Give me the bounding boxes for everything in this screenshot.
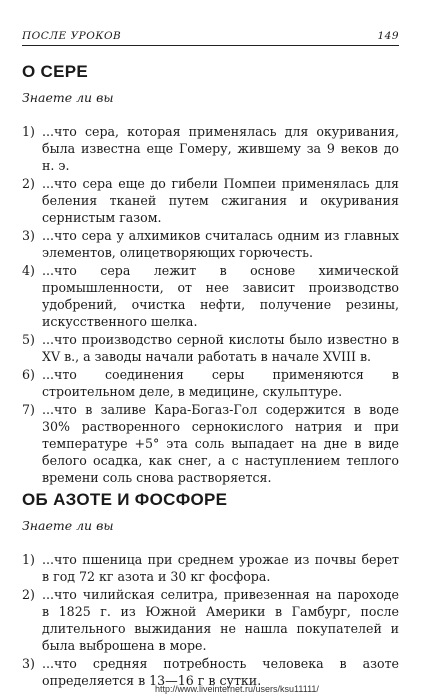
item-text: ...что сера у алхимиков считалась одним из главных элементов, олицетворяющих горючесть. [42,228,399,260]
item-number: 2) [22,587,35,602]
item-text: ...что соединения серы применяются в строительном деле, в медицине, скульптуре. [42,367,399,399]
list-item [22,331,399,365]
section-subtitle: Знаете ли вы [22,518,114,533]
list-item [22,401,399,486]
item-number: 4) [22,263,35,278]
item-number: 1) [22,552,35,567]
item-number: 5) [22,332,35,347]
item-text: ...что сера, которая применялась для окуривания, была известна еще Гомеру, жившему за 9 веков до н. э. [42,124,399,173]
item-number: 3) [22,656,35,671]
list-item [22,551,399,585]
item-text: ...что производство серной кислоты было известно в XV в., а заводы начали работать в начале XVIII в. [42,332,399,364]
item-text: ...что сера лежит в основе химической промышленности, от нее зависит производство удобрений, очистка нефти, получение резины, искусственного шелка. [42,263,399,329]
section-sulfur [22,62,399,487]
running-title: ПОСЛЕ УРОКОВ [22,30,122,42]
list-item [22,123,399,174]
item-text: ...что в заливе Кара-Богаз-Гол содержится в воде 30% растворенного сернокислого натрия и при температуре +5° эта соль выпадает на дне в виде белого осадка, как снег, а с наступлением теплого времени соль снова растворяется. [42,402,399,485]
list-item [22,227,399,261]
item-number: 3) [22,228,35,243]
list-item [22,586,399,654]
section-nitrogen-phosphorus [22,490,399,690]
page-number: 149 [377,30,399,42]
fact-list [22,551,399,689]
source-url: http://www.liveinternet.ru/users/ksu11111/ [155,684,319,694]
item-text: ...что чилийская селитра, привезенная на пароходе в 1825 г. из Южной Америки в Гамбург, после длительного выжидания не нашла покупателей и была выброшена в море. [42,587,399,653]
item-number: 7) [22,402,35,417]
list-item [22,262,399,330]
list-item [22,175,399,226]
item-text: ...что сера еще до гибели Помпеи применялась для беления тканей путем сжигания и окуривания сернистым газом. [42,176,399,225]
running-header [22,30,399,46]
list-item [22,366,399,400]
section-title: ОБ АЗОТЕ И ФОСФОРЕ [22,490,228,509]
item-text: ...что средняя потребность человека в азоте определяется в 13—16 г в сутки. [42,656,399,688]
section-title: О СЕРЕ [22,62,89,81]
fact-list [22,123,399,486]
section-subtitle: Знаете ли вы [22,90,114,105]
item-number: 1) [22,124,35,139]
item-number: 2) [22,176,35,191]
item-text: ...что пшеница при среднем урожае из почвы берет в год 72 кг азота и 30 кг фосфора. [42,552,399,584]
item-number: 6) [22,367,35,382]
